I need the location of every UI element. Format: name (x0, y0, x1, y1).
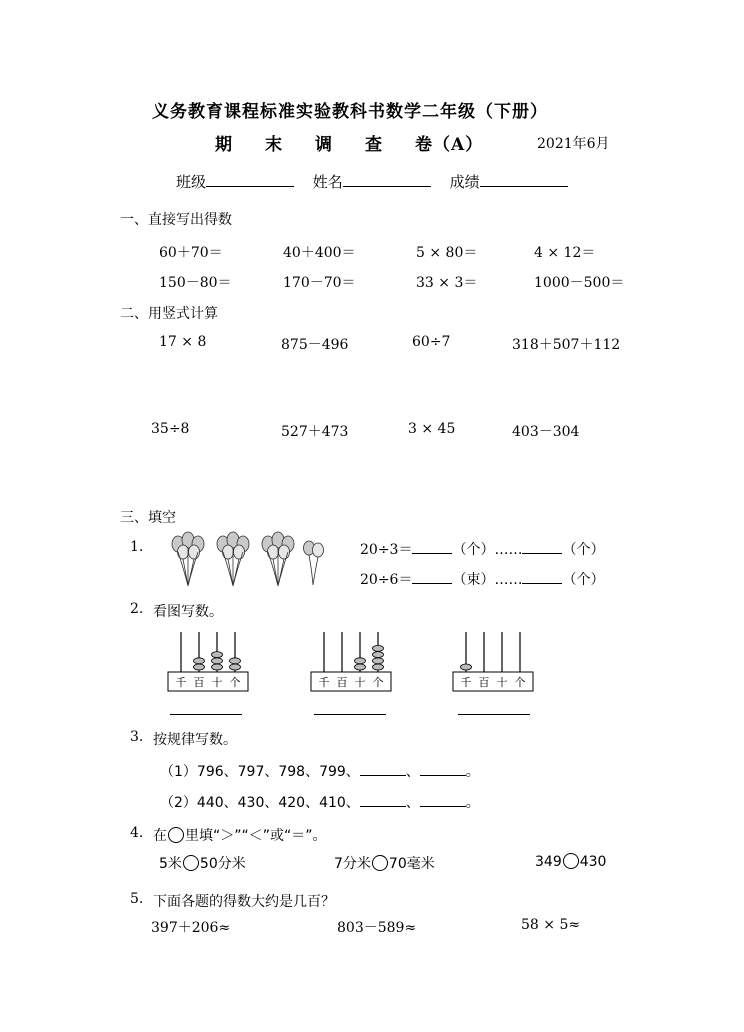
estimate-problem: 58 × 5≈ (521, 917, 581, 933)
circle-icon (168, 827, 184, 843)
subtitle-char: 查 (365, 135, 383, 155)
abacus-place-label: 十 (354, 676, 366, 689)
compare-right: 50分米 (199, 856, 246, 872)
separator: 、 (405, 764, 420, 780)
unit-text: （束）…… (452, 572, 523, 588)
separator: 、 (405, 795, 420, 811)
answer-blank[interactable] (360, 761, 406, 776)
vertical-calc-problem: 3 × 45 (408, 421, 456, 437)
answer-blank[interactable] (522, 539, 562, 554)
abacus-bead (194, 664, 205, 670)
compare-circle[interactable] (372, 855, 388, 871)
exam-date: 2021年6月 (537, 136, 610, 152)
sequence-text: （2）440、430、420、410、 (160, 795, 360, 811)
class-label: 班级 (176, 173, 207, 191)
abacus-bead (212, 658, 223, 664)
question-text-post: 里填“＞”“＜”或“＝”。 (185, 828, 327, 844)
abacus-bead (461, 664, 472, 670)
vertical-calc-problem: 60÷7 (412, 334, 451, 350)
subtitle-char: 期 (215, 135, 233, 155)
abacus-bead (373, 658, 384, 664)
division-expr: 20÷6＝ (360, 572, 413, 588)
abacus-place-label: 百 (478, 676, 490, 689)
class-blank[interactable] (206, 172, 294, 187)
abacus-place-label: 十 (211, 676, 223, 689)
abacus-bead (230, 664, 241, 670)
abacus-place-label: 个 (372, 676, 384, 689)
section-heading-1: 一、直接写出得数 (120, 212, 232, 228)
score-blank[interactable] (480, 172, 568, 187)
abacus (167, 630, 249, 692)
question-text: 按规律写数。 (153, 732, 237, 748)
abacus-bead (212, 664, 223, 670)
compare-circle[interactable] (183, 855, 199, 871)
student-info-row (176, 171, 568, 192)
question-text-pre: 在 (153, 828, 167, 844)
abacus-bead (373, 664, 384, 670)
subtitle-char: 调 (315, 135, 333, 155)
period: 。 (465, 764, 480, 780)
abacus-place-label: 个 (229, 676, 241, 689)
subtitle-suffix: （A） (433, 135, 484, 155)
question-text (153, 825, 327, 845)
estimate-problem: 803－589≈ (337, 920, 417, 936)
abacus (452, 630, 534, 692)
oral-problem: 33 × 3＝ (416, 275, 478, 291)
question-text: 看图写数。 (153, 604, 223, 620)
section-heading-2: 二、用竖式计算 (120, 306, 218, 322)
abacus-place-label: 千 (175, 676, 187, 689)
abacus-answer-blank[interactable] (314, 714, 386, 715)
division-expr: 20÷3＝ (360, 542, 413, 558)
abacus-bead (194, 658, 205, 664)
vertical-calc-problem: 318＋507＋112 (512, 337, 621, 353)
compare-left: 7分米 (334, 856, 371, 872)
abacus-bead (355, 664, 366, 670)
sequence-line-2 (160, 792, 480, 812)
answer-blank[interactable] (412, 539, 452, 554)
question-text: 下面各题的得数大约是几百？ (153, 894, 335, 910)
abacus-answer-blank[interactable] (458, 714, 530, 715)
abacus-place-label: 千 (460, 676, 472, 689)
abacus-place-label: 百 (193, 676, 205, 689)
compare-left: 349 (535, 854, 562, 870)
abacus-bead (373, 652, 384, 658)
answer-blank[interactable] (420, 792, 466, 807)
question-number: 3. (130, 729, 144, 745)
score-label: 成绩 (449, 173, 480, 191)
question-number: 5. (130, 891, 144, 907)
name-label: 姓名 (312, 173, 343, 191)
abacus-place-label: 个 (514, 676, 526, 689)
unit-text: （个） (562, 572, 605, 588)
unit-text: （个）…… (452, 542, 523, 558)
division-line-1 (360, 539, 604, 559)
abacus-place-label: 十 (496, 676, 508, 689)
question-number: 2. (130, 601, 144, 617)
sequence-text: （1）796、797、798、799、 (160, 764, 360, 780)
balloon-pair-icon (304, 541, 324, 557)
answer-blank[interactable] (360, 792, 406, 807)
vertical-calc-problem: 527＋473 (281, 424, 349, 440)
section-heading-3: 三、填空 (120, 510, 176, 526)
abacus (310, 630, 392, 692)
answer-blank[interactable] (522, 569, 562, 584)
compare-right: 70毫米 (388, 856, 435, 872)
abacus-place-label: 千 (318, 676, 330, 689)
compare-item (334, 853, 435, 873)
question-number: 1. (130, 539, 144, 555)
abacus-bead (230, 658, 241, 664)
compare-item (535, 853, 606, 870)
balloons-illustration (166, 530, 330, 588)
oral-problem: 40＋400＝ (283, 245, 356, 261)
period: 。 (465, 795, 480, 811)
abacus-place-label: 百 (336, 676, 348, 689)
vertical-calc-problem: 35÷8 (151, 421, 190, 437)
oral-problem: 170－70＝ (283, 275, 356, 291)
sequence-line-1 (160, 761, 480, 781)
abacus-answer-blank[interactable] (170, 714, 242, 715)
subtitle-char: 末 (265, 135, 283, 155)
vertical-calc-problem: 403－304 (512, 424, 580, 440)
compare-item (159, 853, 246, 873)
compare-left: 5米 (159, 856, 182, 872)
oral-problem: 60＋70＝ (159, 245, 223, 261)
compare-right: 430 (579, 854, 607, 870)
abacus-bead (373, 645, 384, 651)
estimate-problem: 397＋206≈ (151, 920, 231, 936)
abacus-bead (212, 652, 223, 658)
vertical-calc-problem: 875－496 (281, 337, 349, 353)
abacus-bead (355, 658, 366, 664)
question-number: 4. (130, 825, 144, 841)
oral-problem: 1000－500＝ (534, 275, 625, 291)
answer-blank[interactable] (420, 761, 466, 776)
name-blank[interactable] (343, 172, 431, 187)
oral-problem: 150－80＝ (159, 275, 232, 291)
answer-blank[interactable] (412, 569, 452, 584)
subtitle-char: 卷 (415, 135, 433, 155)
oral-problem: 5 × 80＝ (416, 245, 478, 261)
division-line-2 (360, 569, 604, 589)
vertical-calc-problem: 17 × 8 (159, 334, 207, 350)
oral-problem: 4 × 12＝ (534, 245, 596, 261)
page-title: 义务教育课程标准实验教科书数学二年级（下册） (152, 102, 548, 122)
compare-circle[interactable] (563, 853, 579, 869)
unit-text: （个） (562, 542, 605, 558)
